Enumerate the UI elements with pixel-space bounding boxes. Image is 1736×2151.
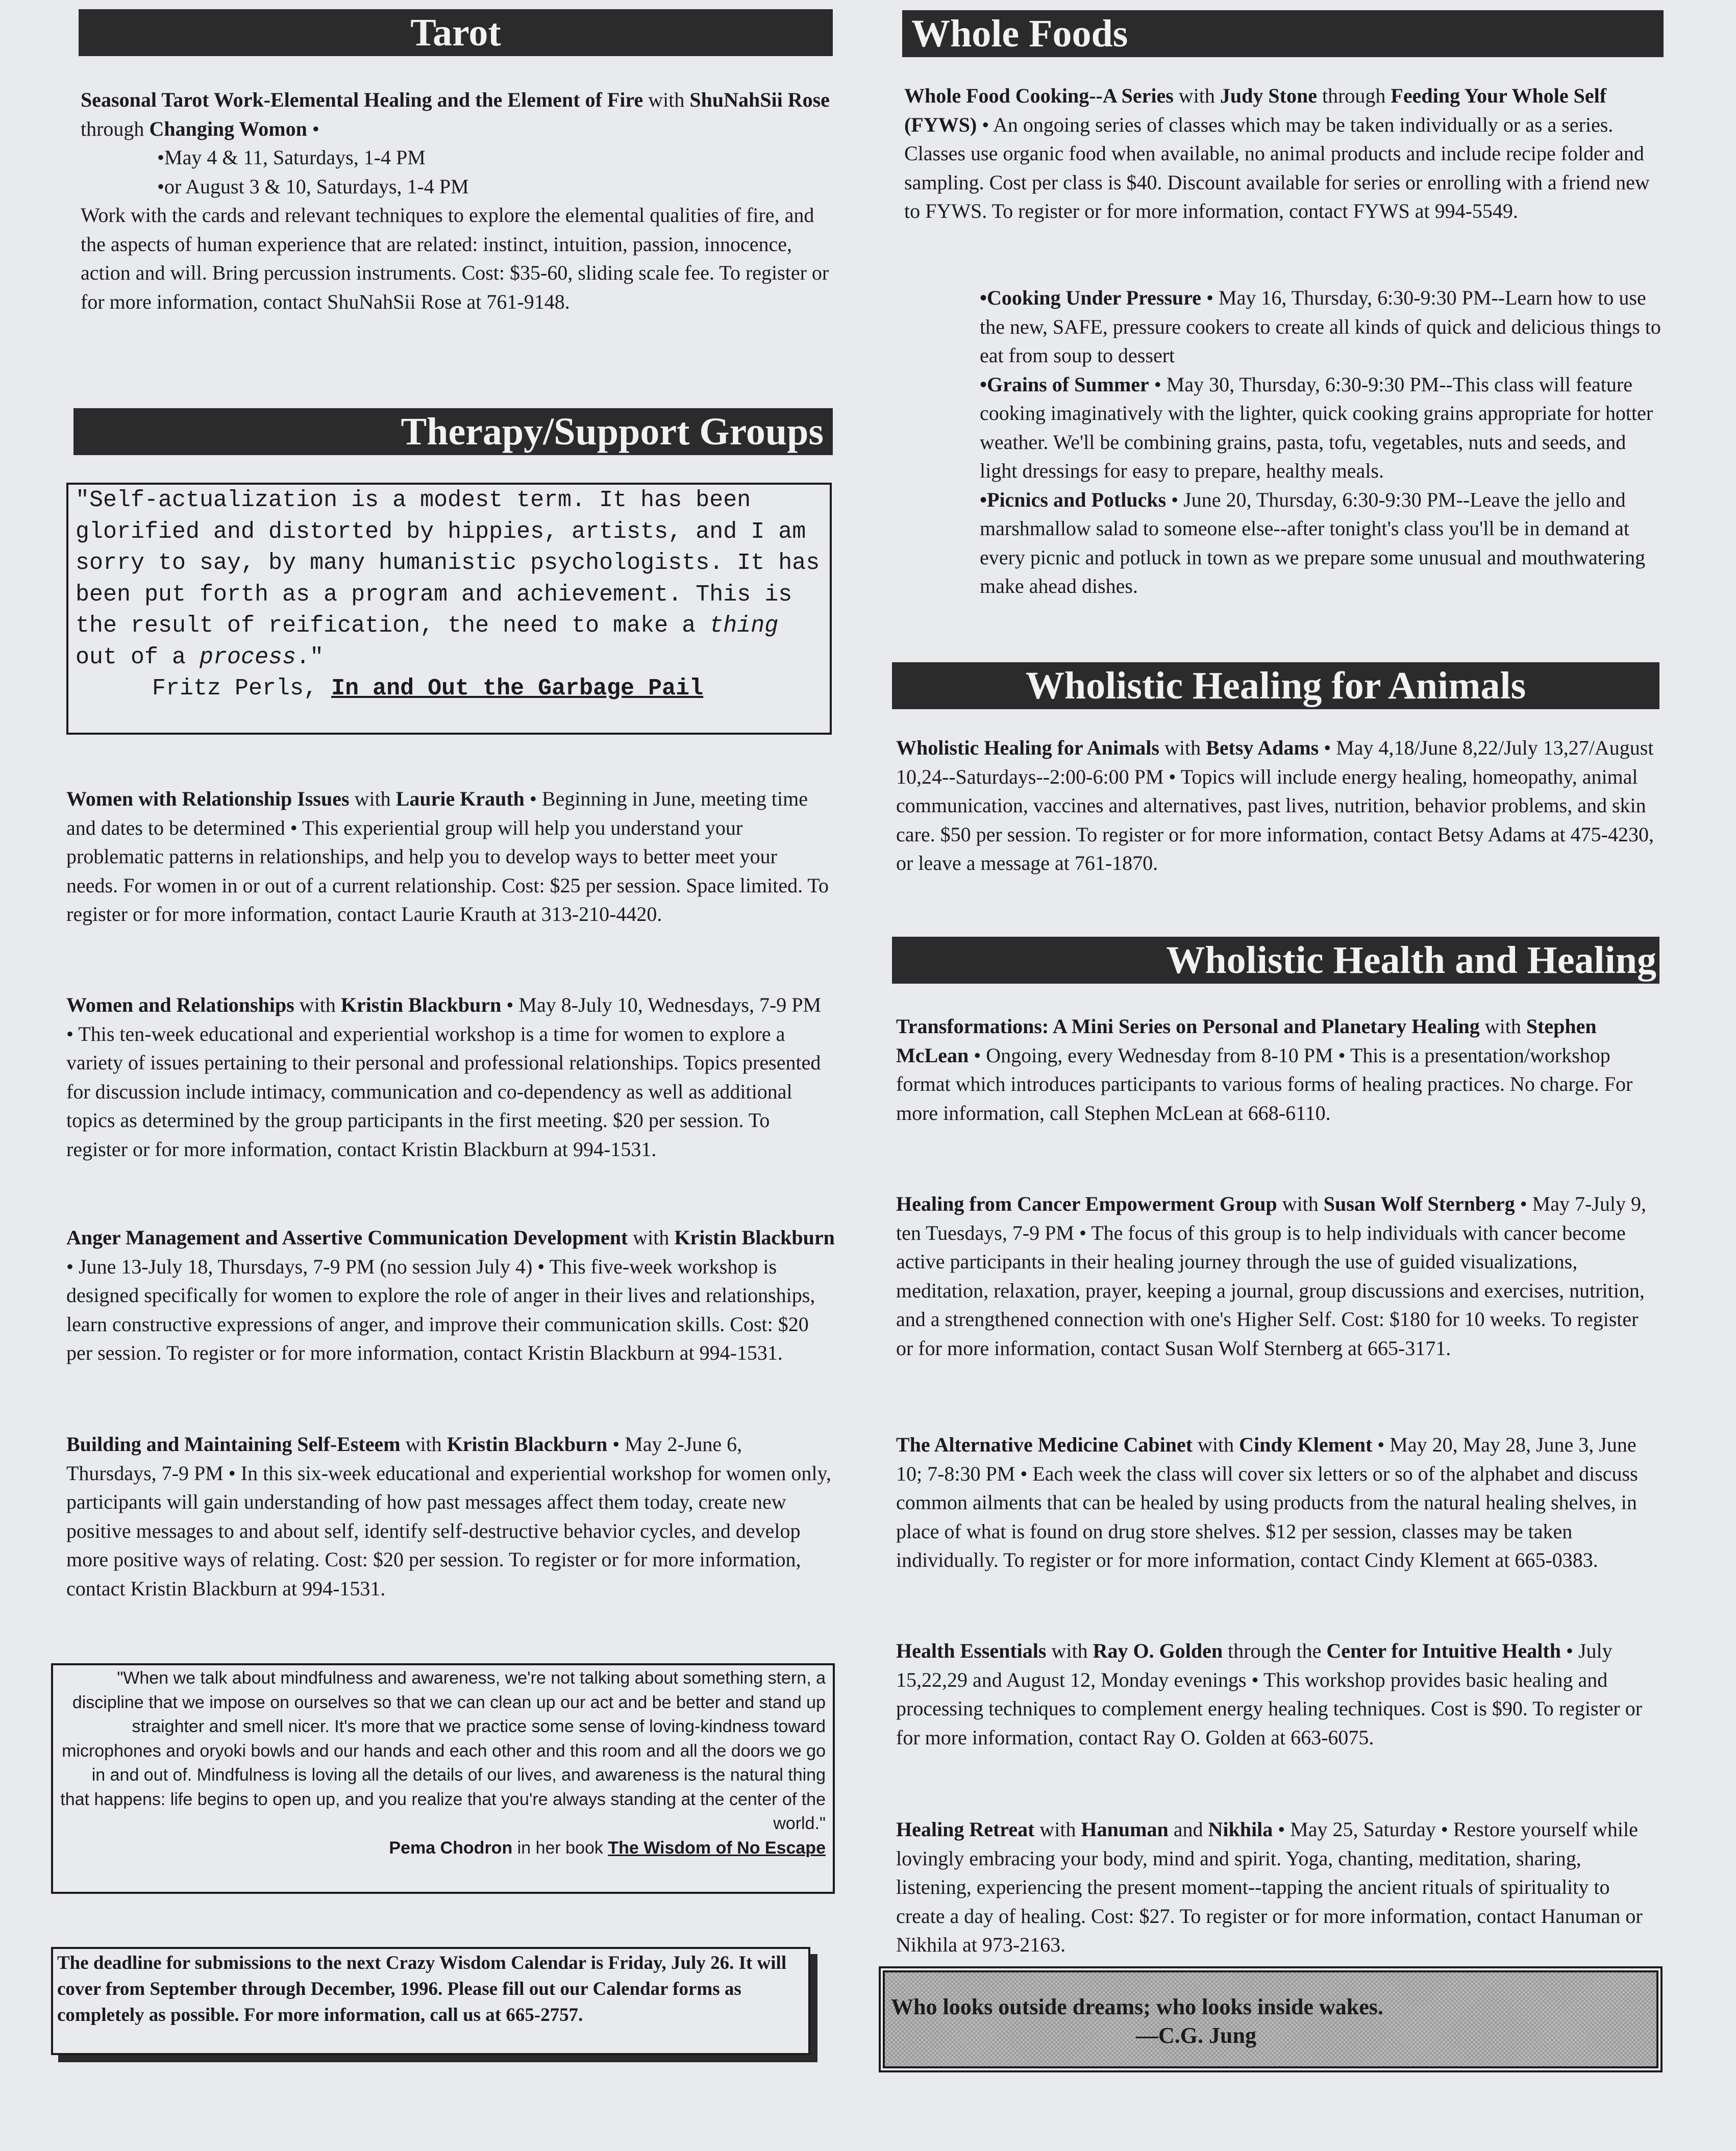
list-item: Building and Maintaining Self-Esteem with Kristin Blackburn • May 2-June 6, Thursdays, 7-9 PM • In this six-week educational and experiential workshop for women only, participants will gain understanding of how past messages affect them today, create new positive messages to and about self, identify self-destructive behavior cycles, and develop more positive ways of relating. Cost: $20 per session. To register or for more information, contact Kristin Blackburn at 994-1531. bbox=[66, 1433, 831, 1600]
jung-attribution: —C.G. Jung bbox=[1136, 2023, 1256, 2048]
list-item: •Grains of Summer • May 30, Thursday, 6:30-9:30 PM--This class will feature cooking imaginatively with the lighter, quick cooking grains appropriate for hotter weather. We'll be combining grains, pasta, tofu, vegetables, nuts and seeds, and light dressings for easy to prepare, healthy meals. bbox=[980, 372, 1653, 482]
list-item: Healing Retreat with Hanuman and Nikhila • May 25, Saturday • Restore yourself while lovingly embracing your body, mind and spirit. Yoga, chanting, meditation, sharing, listening, experiencing the present moment--tapping the ancient rituals of spirituality to create a day of healing. Cost: $27. To register or for more information, contact Hanuman or Nikhila at 973-2163. bbox=[896, 1818, 1643, 1956]
tarot-body: Work with the cards and relevant techniques to explore the elemental qualities of fire, and the aspects of human experience that are related: instinct, intuition, passion, innocence, action and will. Bring percussion instruments. Cost: $35-60, sliding scale fee. To register or for more information, contact ShuNahSii Rose at 761-9148. bbox=[81, 204, 829, 313]
animals-entry: Wholistic Healing for Animals with Betsy Adams • May 4,18/June 8,22/July 13,27/August 10,24--Saturdays--2:00-6:00 PM • Topics will include energy healing, homeopathy, animal communication, vaccines and alternatives, past lives, nutrition, behavior problems, and skin care. $50 per session. To register or for more information, contact Betsy Adams at 475-4230, or leave a message at 761-1870. bbox=[896, 736, 1654, 874]
pema-quote-box bbox=[51, 1663, 835, 1894]
perls-attribution: Fritz Perls, In and Out the Garbage Pail bbox=[152, 676, 704, 702]
jung-quote: Who looks outside dreams; who looks inside wakes. bbox=[891, 1994, 1383, 2019]
deadline-box: The deadline for submissions to the next Crazy Wisdom Calendar is Friday, July 26. It will cover from September through December, 1996. Please fill out our Calendar forms as completely as possible. For more information, call us at 665-2757. bbox=[51, 1947, 810, 2055]
pema-quote: "When we talk about mindfulness and awareness, we're not talking about something stern, a discipline that we impose on ourselves so that we can clean up our act and be better and stand up straighter and smell nicer. It's more that we practice some sense of loving-kindness toward microphones and oryoki bowls and our hands and each other and this room and all the doors we go in and out of. Mindfulness is loving all the details of our lives, and awareness is the natural thing that happens: life begins to open up, and you realize that you're always standing at the center of the world." bbox=[60, 1668, 826, 1833]
tarot-date-1: •May 4 & 11, Saturdays, 1-4 PM bbox=[157, 146, 426, 169]
tarot-heading: Tarot bbox=[79, 9, 833, 56]
list-item: •Cooking Under Pressure • May 16, Thursday, 6:30-9:30 PM--Learn how to use the new, SAFE, pressure cookers to create all kinds of quick and delicious things to eat from soup to dessert bbox=[980, 286, 1661, 367]
list-item: Women and Relationships with Kristin Blackburn • May 8-July 10, Wednesdays, 7-9 PM • This ten-week educational and experiential workshop is a time for women to explore a variety of issues pertaining to their personal and professional relationships. Topics presented for discussion include intimacy, communication and co-dependency as well as additional topics as determined by the group participants in the first meeting. $20 per session. To register or for more information, contact Kristin Blackburn at 994-1531. bbox=[66, 993, 822, 1161]
perls-quote-box: "Self-actualization is a modest term. It has been glorified and distorted by hippies, artists, and I am sorry to say, by many humanistic psychologists. It has been put forth as a program and achievement. This is the result of reification, the need to make a thing out of a process." Fritz Perls, In and Out the Garbage Pail bbox=[66, 483, 832, 735]
animals-heading: Wholistic Healing for Animals bbox=[892, 662, 1659, 709]
whole-foods-classes bbox=[980, 284, 1664, 601]
therapy-heading: Therapy/Support Groups bbox=[73, 408, 833, 455]
tarot-title: Seasonal Tarot Work-Elemental Healing and the Element of Fire bbox=[81, 88, 643, 111]
whole-foods-heading: Whole Foods bbox=[902, 10, 1664, 57]
list-item: The Alternative Medicine Cabinet with Cindy Klement • May 20, May 28, June 3, June 10; 7-8:30 PM • Each week the class will cover six letters or so of the alphabet and discuss common ailments that can be healed by using products from the natural healing shelves, in place of what is found on drug store shelves. $12 per session, classes may be taken individually. To register or for more information, contact Cindy Klement at 665-0383. bbox=[896, 1433, 1638, 1571]
tarot-host: ShuNahSii Rose bbox=[689, 88, 830, 111]
list-item: Health Essentials with Ray O. Golden through the Center for Intuitive Health • July 15,22,29 and August 12, Monday evenings • This workshop provides basic healing and processing techniques to complement energy healing techniques. Cost is $90. To register or for more information, contact Ray O. Golden at 663-6075. bbox=[896, 1639, 1643, 1749]
tarot-org: Changing Womon bbox=[149, 117, 307, 140]
list-item: Transformations: A Mini Series on Personal and Planetary Healing with Stephen McLean • Ongoing, every Wednesday from 8-10 PM • This is a presentation/workshop format which introduces participants to various forms of healing practices. No charge. For more information, call Stephen McLean at 668-6110. bbox=[896, 1015, 1633, 1124]
tarot-date-2: •or August 3 & 10, Saturdays, 1-4 PM bbox=[157, 174, 469, 198]
perls-book: In and Out the Garbage Pail bbox=[331, 676, 704, 702]
tarot-entry: Seasonal Tarot Work-Elemental Healing and the Element of Fire with ShuNahSii Rose through Changing Womon • •May 4 & 11, Saturdays, 1-4 PM •or August 3 & 10, Saturdays, 1-4 PM Work with the cards and relevant techniques to explore the elemental qualities of fire, and the aspects of human experience that are related: instinct, intuition, passion, innocence, action and will. Bring percussion instruments. Cost: $35-60, sliding scale fee. To register or for more information, contact ShuNahSii Rose at 761-9148. bbox=[81, 86, 831, 316]
list-item: Women with Relationship Issues with Laurie Krauth • Beginning in June, meeting time and dates to be determined • This experiential group will help you understand your problematic patterns in relationships, and help you to develop ways to better meet your needs. For women in or out of a current relationship. Cost: $25 per session. Space limited. To register or for more information, contact Laurie Krauth at 313-210-4420. bbox=[66, 787, 829, 926]
health-heading: Wholistic Health and Healing bbox=[892, 937, 1659, 984]
list-item: Healing from Cancer Empowerment Group with Susan Wolf Sternberg • May 7-July 9, ten Tuesdays, 7-9 PM • The focus of this group is to help individuals with cancer become active participants in their healing journey through the use of guided visualizations, meditation, relaxation, prayer, keeping a journal, group discussions and exercises, nutrition, and a strengthened connection with one's Higher Self. Cost: $180 for 10 weeks. To register or for more information, contact Susan Wolf Sternberg at 665-3171. bbox=[896, 1192, 1646, 1360]
list-item: Anger Management and Assertive Communication Development with Kristin Blackburn • June 13-July 18, Thursdays, 7-9 PM (no session July 4) • This five-week workshop is designed specifically for women to explore the role of anger in their lives and relationships, learn constructive expressions of anger, and improve their communication skills. Cost: $20 per session. To register or for more information, contact Kristin Blackburn at 994-1531. bbox=[66, 1226, 835, 1364]
whole-foods-entry: Whole Food Cooking--A Series with Judy Stone through Feeding Your Whole Self (FYWS) • An ongoing series of classes which may be taken individually or as a series. Classes use organic food when available, no animal products and include recipe folder and sampling. Cost per class is $40. Discount available for series or enrolling with a friend new to FYWS. To register or for more information, contact FYWS at 994-5549. bbox=[904, 84, 1650, 222]
jung-quote-box bbox=[883, 1970, 1658, 2068]
pema-attribution: Pema Chodron in her book The Wisdom of No Escape bbox=[389, 1838, 826, 1858]
list-item: •Picnics and Potlucks • June 20, Thursday, 6:30-9:30 PM--Leave the jello and marshmallow salad to someone else--after tonight's class you'll be in demand at every picnic and potluck in town as we prepare some unusual and mouthwatering make ahead dishes. bbox=[980, 488, 1646, 597]
